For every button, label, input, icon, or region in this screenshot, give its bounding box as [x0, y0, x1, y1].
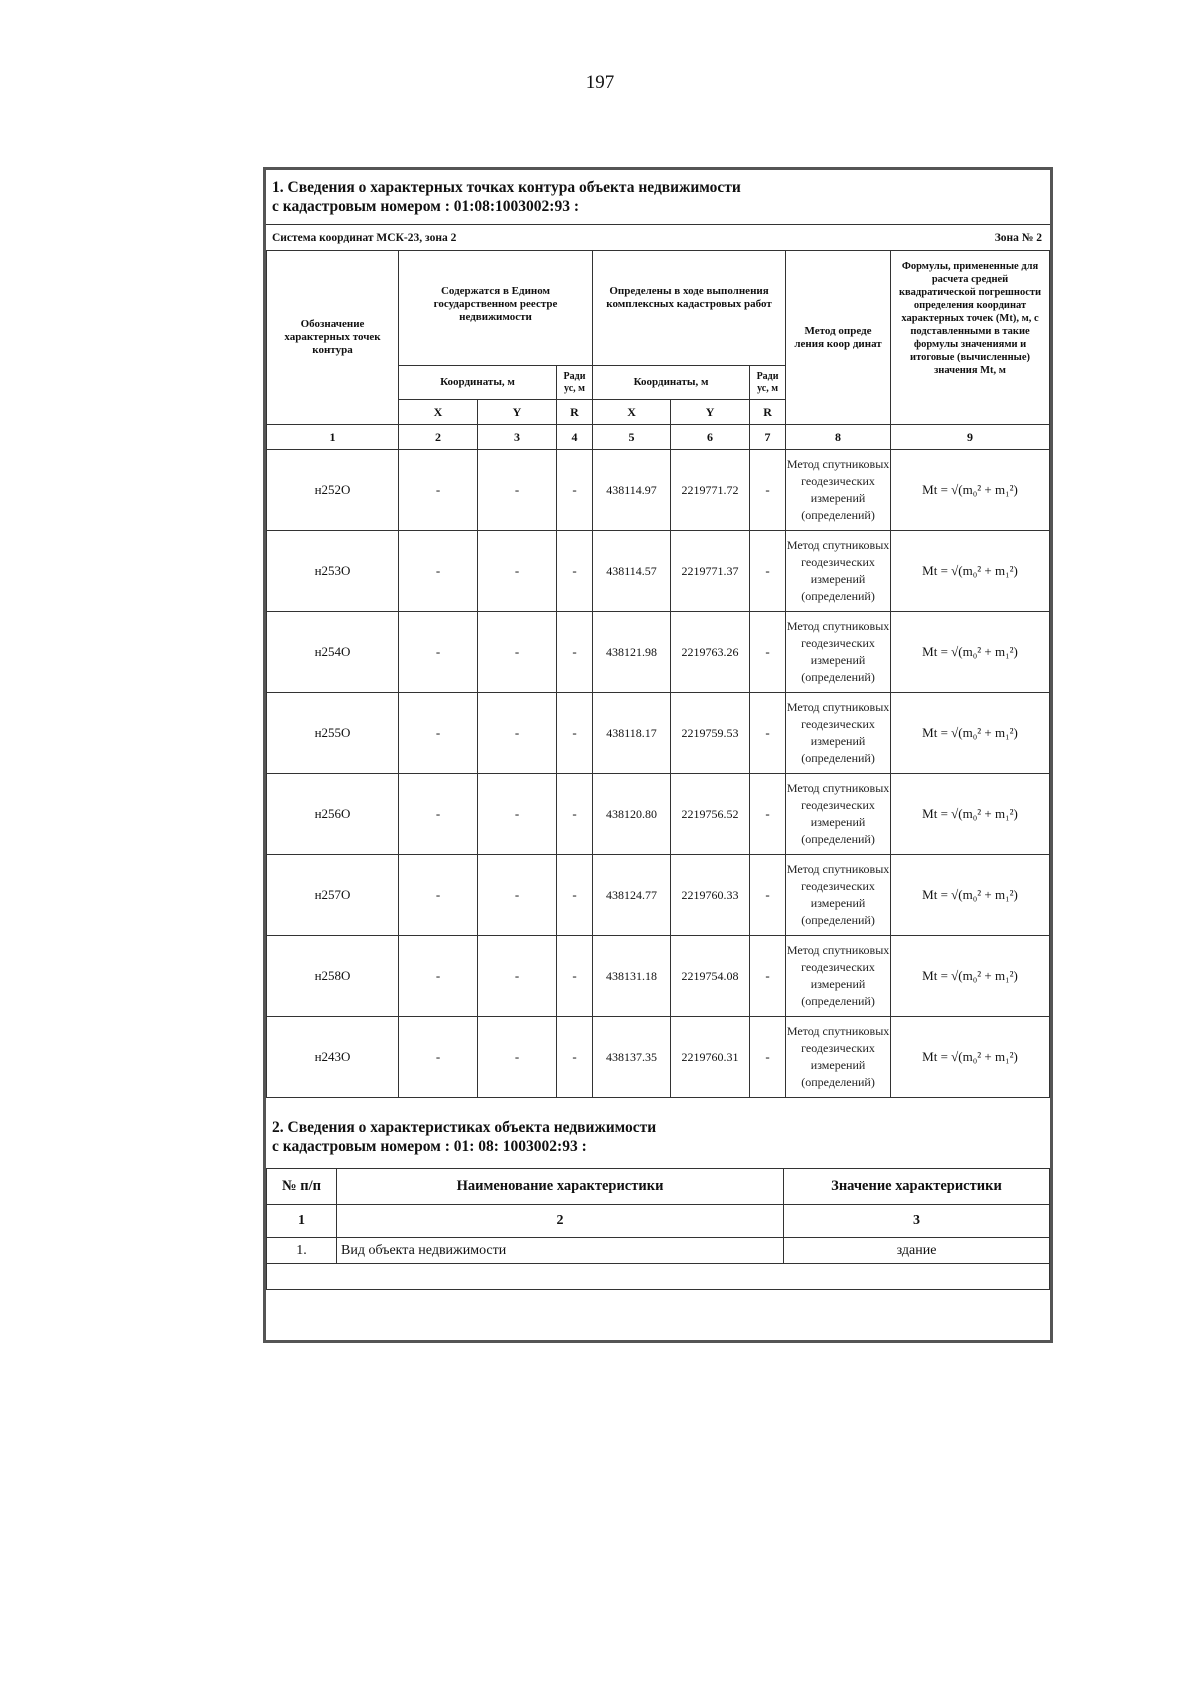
point-name: н243О [267, 1017, 399, 1098]
complex-y: 2219756.52 [671, 774, 750, 855]
header-designation: Обозначение характерных точек контура [267, 251, 399, 425]
section1-title-line1: 1. Сведения о характерных точках контура объекта недвижимости [272, 179, 741, 196]
egrn-y: - [478, 612, 557, 693]
header-formula: Формулы, примененные для расчета средней квадратической погрешности определения координат характерных точек (Mt), м, с подставленными в такие формулы значениями и итоговые (вычисленные) значения Mt, м [891, 251, 1050, 425]
complex-r: - [750, 855, 786, 936]
egrn-r: - [557, 1017, 593, 1098]
section2-title [266, 1098, 1050, 1168]
complex-r: - [750, 612, 786, 693]
egrn-x: - [399, 774, 478, 855]
method-cell: Метод спутниковых геодезических измерений (определений) [786, 693, 891, 774]
method-cell: Метод спутниковых геодезических измерений (определений) [786, 612, 891, 693]
method-cell: Метод спутниковых геодезических измерений (определений) [786, 774, 891, 855]
col-number: 1 [267, 1205, 337, 1238]
col-number: 9 [891, 425, 1050, 450]
table-row [267, 855, 1050, 936]
point-name: н254О [267, 612, 399, 693]
point-name: н253О [267, 531, 399, 612]
complex-r: - [750, 774, 786, 855]
complex-x: 438118.17 [593, 693, 671, 774]
empty-cell [267, 1264, 1050, 1290]
egrn-y: - [478, 1017, 557, 1098]
egrn-r: - [557, 612, 593, 693]
table-row [267, 774, 1050, 855]
egrn-x: - [399, 450, 478, 531]
empty-row [267, 1264, 1050, 1290]
egrn-y: - [478, 531, 557, 612]
egrn-y: - [478, 693, 557, 774]
col-number: 7 [750, 425, 786, 450]
formula-cell: Mt = √(m₀² + m₁²) [891, 936, 1050, 1017]
section2-title-line2: с кадастровым номером : 01: 08: 1003002:93 : [272, 1138, 587, 1155]
point-name: н258О [267, 936, 399, 1017]
col-number: 2 [337, 1205, 784, 1238]
coordinate-system-label: Система координат МСК-23, зона 2 [272, 231, 457, 244]
egrn-r: - [557, 693, 593, 774]
col-number: 5 [593, 425, 671, 450]
complex-y: 2219771.72 [671, 450, 750, 531]
header-x-complex: X [593, 400, 671, 425]
complex-x: 438114.57 [593, 531, 671, 612]
section2-title-line1: 2. Сведения о характеристиках объекта недвижимости [272, 1119, 657, 1136]
complex-y: 2219754.08 [671, 936, 750, 1017]
coordinate-system-bar [266, 224, 1050, 250]
complex-r: - [750, 936, 786, 1017]
row-number: 1. [267, 1238, 337, 1264]
characteristic-value: здание [784, 1238, 1050, 1264]
table-row [267, 1017, 1050, 1098]
formula-cell: Mt = √(m₀² + m₁²) [891, 450, 1050, 531]
formula-cell: Mt = √(m₀² + m₁²) [891, 855, 1050, 936]
formula-cell: Mt = √(m₀² + m₁²) [891, 531, 1050, 612]
complex-y: 2219763.26 [671, 612, 750, 693]
header-radius-complex: Ради ус, м [750, 366, 786, 400]
col-number: 8 [786, 425, 891, 450]
egrn-y: - [478, 855, 557, 936]
col-number: 6 [671, 425, 750, 450]
col-number: 1 [267, 425, 399, 450]
complex-x: 438131.18 [593, 936, 671, 1017]
table-row [267, 1238, 1050, 1264]
table-row [267, 693, 1050, 774]
method-cell: Метод спутниковых геодезических измерений (определений) [786, 936, 891, 1017]
table-row [267, 936, 1050, 1017]
col-number: 2 [399, 425, 478, 450]
complex-y: 2219771.37 [671, 531, 750, 612]
header-method: Метод опреде ления коор динат [786, 251, 891, 425]
zone-label: Зона № 2 [994, 231, 1042, 244]
method-cell: Метод спутниковых геодезических измерений (определений) [786, 531, 891, 612]
egrn-x: - [399, 936, 478, 1017]
method-cell: Метод спутниковых геодезических измерений (определений) [786, 450, 891, 531]
egrn-x: - [399, 531, 478, 612]
point-name: н255О [267, 693, 399, 774]
complex-x: 438137.35 [593, 1017, 671, 1098]
complex-y: 2219760.33 [671, 855, 750, 936]
header-char-name: Наименование характеристики [337, 1169, 784, 1205]
column-numbers-row [267, 425, 1050, 450]
header-y-complex: Y [671, 400, 750, 425]
points-body [267, 450, 1050, 1098]
header-x-egrn: X [399, 400, 478, 425]
complex-x: 438121.98 [593, 612, 671, 693]
complex-y: 2219759.53 [671, 693, 750, 774]
method-cell: Метод спутниковых геодезических измерений (определений) [786, 855, 891, 936]
column-numbers-row [267, 1205, 1050, 1238]
complex-r: - [750, 531, 786, 612]
header-y-egrn: Y [478, 400, 557, 425]
egrn-r: - [557, 774, 593, 855]
table-row [267, 450, 1050, 531]
egrn-r: - [557, 936, 593, 1017]
egrn-y: - [478, 936, 557, 1017]
formula-cell: Mt = √(m₀² + m₁²) [891, 612, 1050, 693]
header-r-egrn: R [557, 400, 593, 425]
egrn-x: - [399, 612, 478, 693]
egrn-y: - [478, 774, 557, 855]
egrn-y: - [478, 450, 557, 531]
method-cell: Метод спутниковых геодезических измерений (определений) [786, 1017, 891, 1098]
col-number: 4 [557, 425, 593, 450]
point-name: н256О [267, 774, 399, 855]
header-egrn: Содержатся в Едином государственном реестре недвижимости [399, 251, 593, 366]
characteristic-name: Вид объекта недвижимости [337, 1238, 784, 1264]
complex-x: 438124.77 [593, 855, 671, 936]
header-num: № п/п [267, 1169, 337, 1205]
egrn-r: - [557, 531, 593, 612]
egrn-r: - [557, 450, 593, 531]
col-number: 3 [784, 1205, 1050, 1238]
section1-title-line2: с кадастровым номером : 01:08:1003002:93 : [272, 198, 580, 215]
egrn-x: - [399, 693, 478, 774]
complex-x: 438120.80 [593, 774, 671, 855]
point-name: н252О [267, 450, 399, 531]
formula-cell: Mt = √(m₀² + m₁²) [891, 774, 1050, 855]
complex-x: 438114.97 [593, 450, 671, 531]
complex-r: - [750, 450, 786, 531]
characteristics-table [266, 1168, 1050, 1290]
header-char-value: Значение характеристики [784, 1169, 1050, 1205]
egrn-x: - [399, 1017, 478, 1098]
formula-cell: Mt = √(m₀² + m₁²) [891, 1017, 1050, 1098]
section1-title [266, 170, 1050, 224]
formula-cell: Mt = √(m₀² + m₁²) [891, 693, 1050, 774]
header-complex-works: Определены в ходе выполнения комплексных кадастровых работ [593, 251, 786, 366]
page-number: 197 [585, 72, 615, 93]
table-row [267, 531, 1050, 612]
header-coords-egrn: Координаты, м [399, 366, 557, 400]
complex-r: - [750, 693, 786, 774]
header-radius-egrn: Ради ус, м [557, 366, 593, 400]
complex-r: - [750, 1017, 786, 1098]
points-table [266, 250, 1050, 1098]
col-number: 3 [478, 425, 557, 450]
header-coords-complex: Координаты, м [593, 366, 750, 400]
egrn-x: - [399, 855, 478, 936]
egrn-r: - [557, 855, 593, 936]
document-frame [263, 167, 1053, 1343]
table-row [267, 612, 1050, 693]
header-r-complex: R [750, 400, 786, 425]
point-name: н257О [267, 855, 399, 936]
complex-y: 2219760.31 [671, 1017, 750, 1098]
